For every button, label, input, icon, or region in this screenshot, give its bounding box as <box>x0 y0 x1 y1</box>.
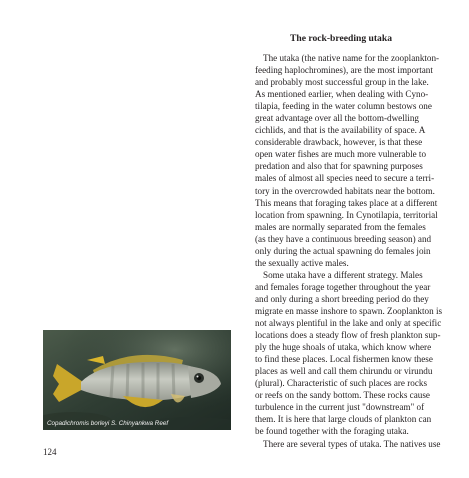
text-line: males of almost all species need to secure a terri- <box>255 173 435 184</box>
text-line: the sexually active males. <box>255 257 349 268</box>
fish-photo <box>43 330 231 430</box>
text-line: The utaka (the native name for the zooplankton- <box>263 53 440 63</box>
text-line: (plural). Characteristic of such places are rocks <box>255 378 428 389</box>
section-heading: The rock-breeding utaka <box>290 33 392 44</box>
text-line: As mentioned earlier, when dealing with Cyno- <box>255 89 429 100</box>
text-line: and probably most successful group in the lake. <box>255 77 429 88</box>
body-text <box>255 52 460 450</box>
text-line: places as well and call them chirundu or virundu <box>255 366 433 377</box>
text-line: and only during a short breeding period do they <box>255 293 429 304</box>
photo-caption: Copadichromis borleyi S. Chinyankwa Reef <box>47 420 169 427</box>
text-line: feeding haplochromines), are the most important <box>255 65 433 76</box>
text-line: and females forage together throughout the year <box>255 281 431 292</box>
text-line: males are normally separated from the females <box>255 221 426 232</box>
text-line: great advantage over all the bottom-dwelling <box>255 113 419 124</box>
text-line: migrate en masse inshore to spawn. Zooplankton is <box>255 305 443 316</box>
text-line: tilapia, feeding in the water column bestows one <box>255 101 432 112</box>
text-line: ply the huge shoals of utaka, which know where <box>255 342 432 353</box>
text-line: be found together with the foraging utaka. <box>255 426 409 437</box>
text-line: locations does a steady flow of fresh plankton sup- <box>255 330 441 341</box>
text-line: open water fishes are much more vulnerable to <box>255 149 427 160</box>
text-line: tory in the overcrowded habitats near the bottom. <box>255 185 435 196</box>
text-line: not always plentiful in the lake and only at specific <box>255 318 442 329</box>
fish-illustration <box>43 330 231 430</box>
text-line: to find these places. Local fishermen know these <box>255 354 433 365</box>
text-line: There are several types of utaka. The natives use <box>263 438 441 449</box>
text-line: cichlids, and that is the availability of space. A <box>255 125 426 136</box>
text-line: predation and also that for spawning purposes <box>255 161 423 172</box>
text-line: only during the actual spawning do females join <box>255 245 431 256</box>
text-line: Some utaka have a different strategy. Males <box>263 269 423 280</box>
text-line: them. It is here that large clouds of plankton can <box>255 414 432 425</box>
page-number: 124 <box>43 447 57 457</box>
text-line: turbulence in the current just "downstream" of <box>255 402 425 413</box>
text-line: This means that foraging takes place at a different <box>255 197 438 208</box>
text-line: considerable drawback, however, is that these <box>255 137 423 148</box>
text-line: location from spawning. In Cynotilapia, territorial <box>255 209 438 220</box>
text-line: (as they have a continuous breeding season) and <box>255 233 432 244</box>
text-line: or reefs on the sandy bottom. These rocks cause <box>255 390 430 401</box>
